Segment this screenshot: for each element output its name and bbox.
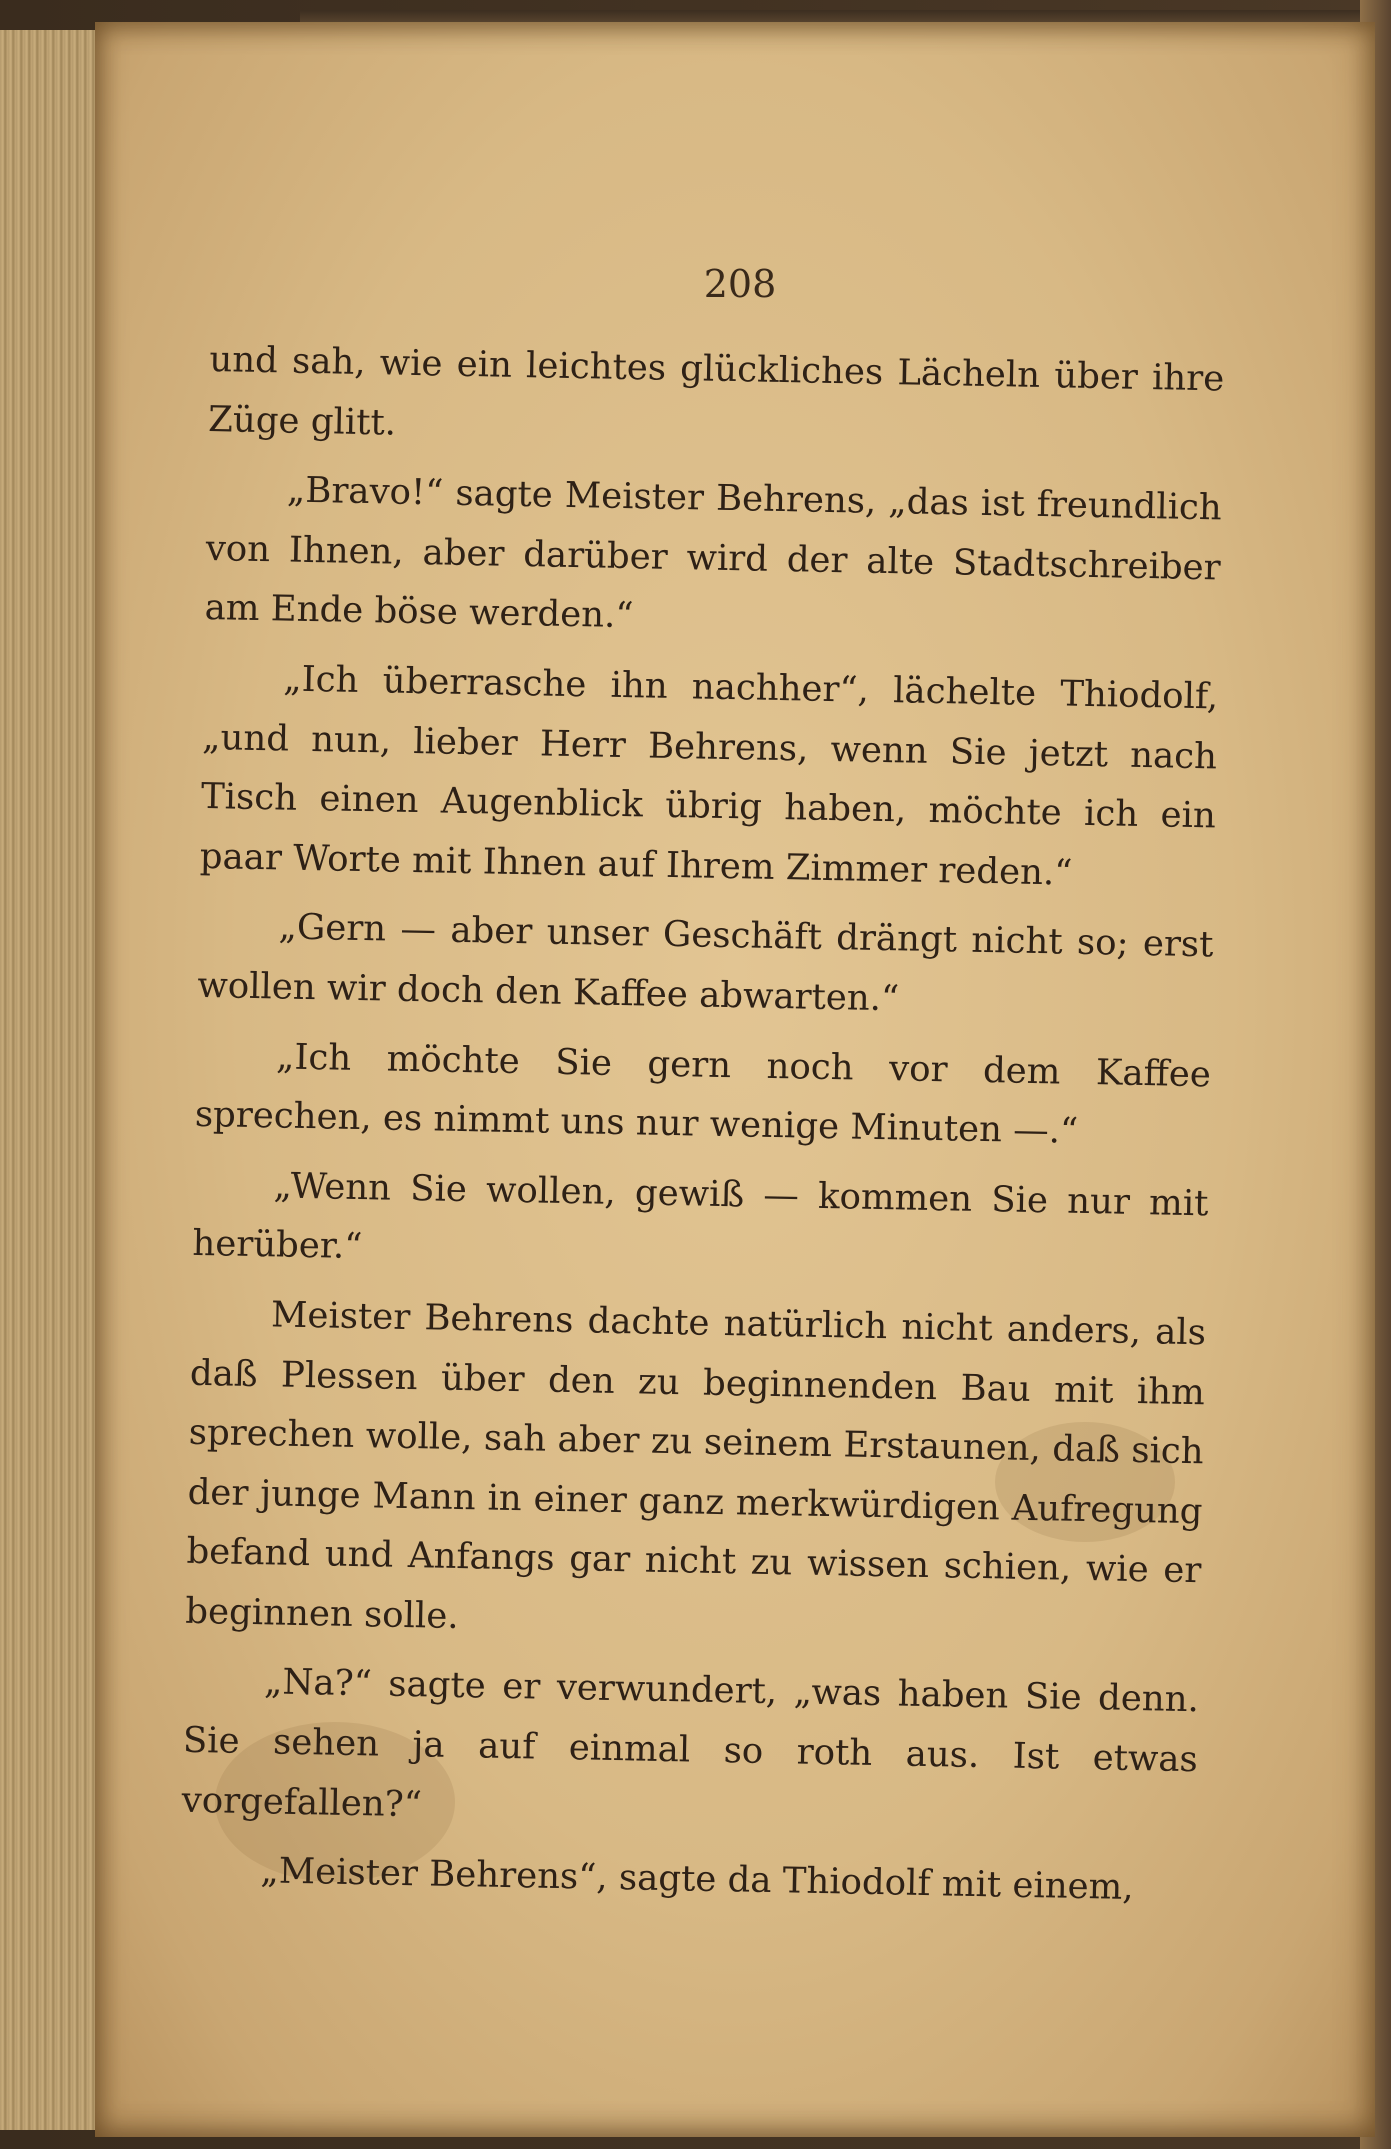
page-stack-edge (0, 30, 110, 2130)
page-number: 208 (703, 262, 777, 306)
paragraph: Meister Behrens dachte natürlich nicht anders, als daß Plessen über den zu beginnenden Bau mit ihm sprechen wolle, sah aber zu seinem Erstaunen, daß sich der junge Mann in einer ganz merkwürdigen Aufregung befand und Anfangs gar nicht zu wissen schien, wie er beginnen solle. (185, 1294, 1207, 1637)
body-text (180, 330, 1225, 1929)
paragraph: „Meister Behrens“, sagte da Thiodolf mit einem, (260, 1850, 1134, 1909)
paragraph: „Na?“ sagte er verwundert, „was haben Sie denn. Sie sehen ja auf einmal so roth aus. Ist etwas vorgefallen?“ (181, 1661, 1200, 1825)
paragraph: „Bravo!“ sagte Meister Behrens, „das ist freundlich von Ihnen, aber darüber wird der alte Stadtschreiber am Ende böse werden.“ (204, 469, 1223, 637)
paragraph: „Wenn Sie wollen, gewiß — kommen Sie nur mit herüber.“ (192, 1165, 1209, 1268)
paragraph: „Ich möchte Sie gern noch vor dem Kaffee sprechen, es nimmt uns nur wenige Minuten —.“ (194, 1035, 1212, 1152)
paragraph: und sah, wie ein leichtes glückliches Lächeln über ihre Züge glitt. (207, 338, 1225, 444)
paragraph: „Gern — aber unser Geschäft drängt nicht so; erst wollen wir doch den Kaffee abwarten.“ (197, 906, 1214, 1020)
paragraph: „Ich überrasche ihn nachher“, lächelte Thiodolf, „und nun, lieber Herr Behrens, wenn Sie jetzt nach Tisch einen Augenblick übrig haben, möchte ich ein paar Worte mit Ihnen auf Ihrem Zimmer reden.“ (199, 658, 1219, 894)
